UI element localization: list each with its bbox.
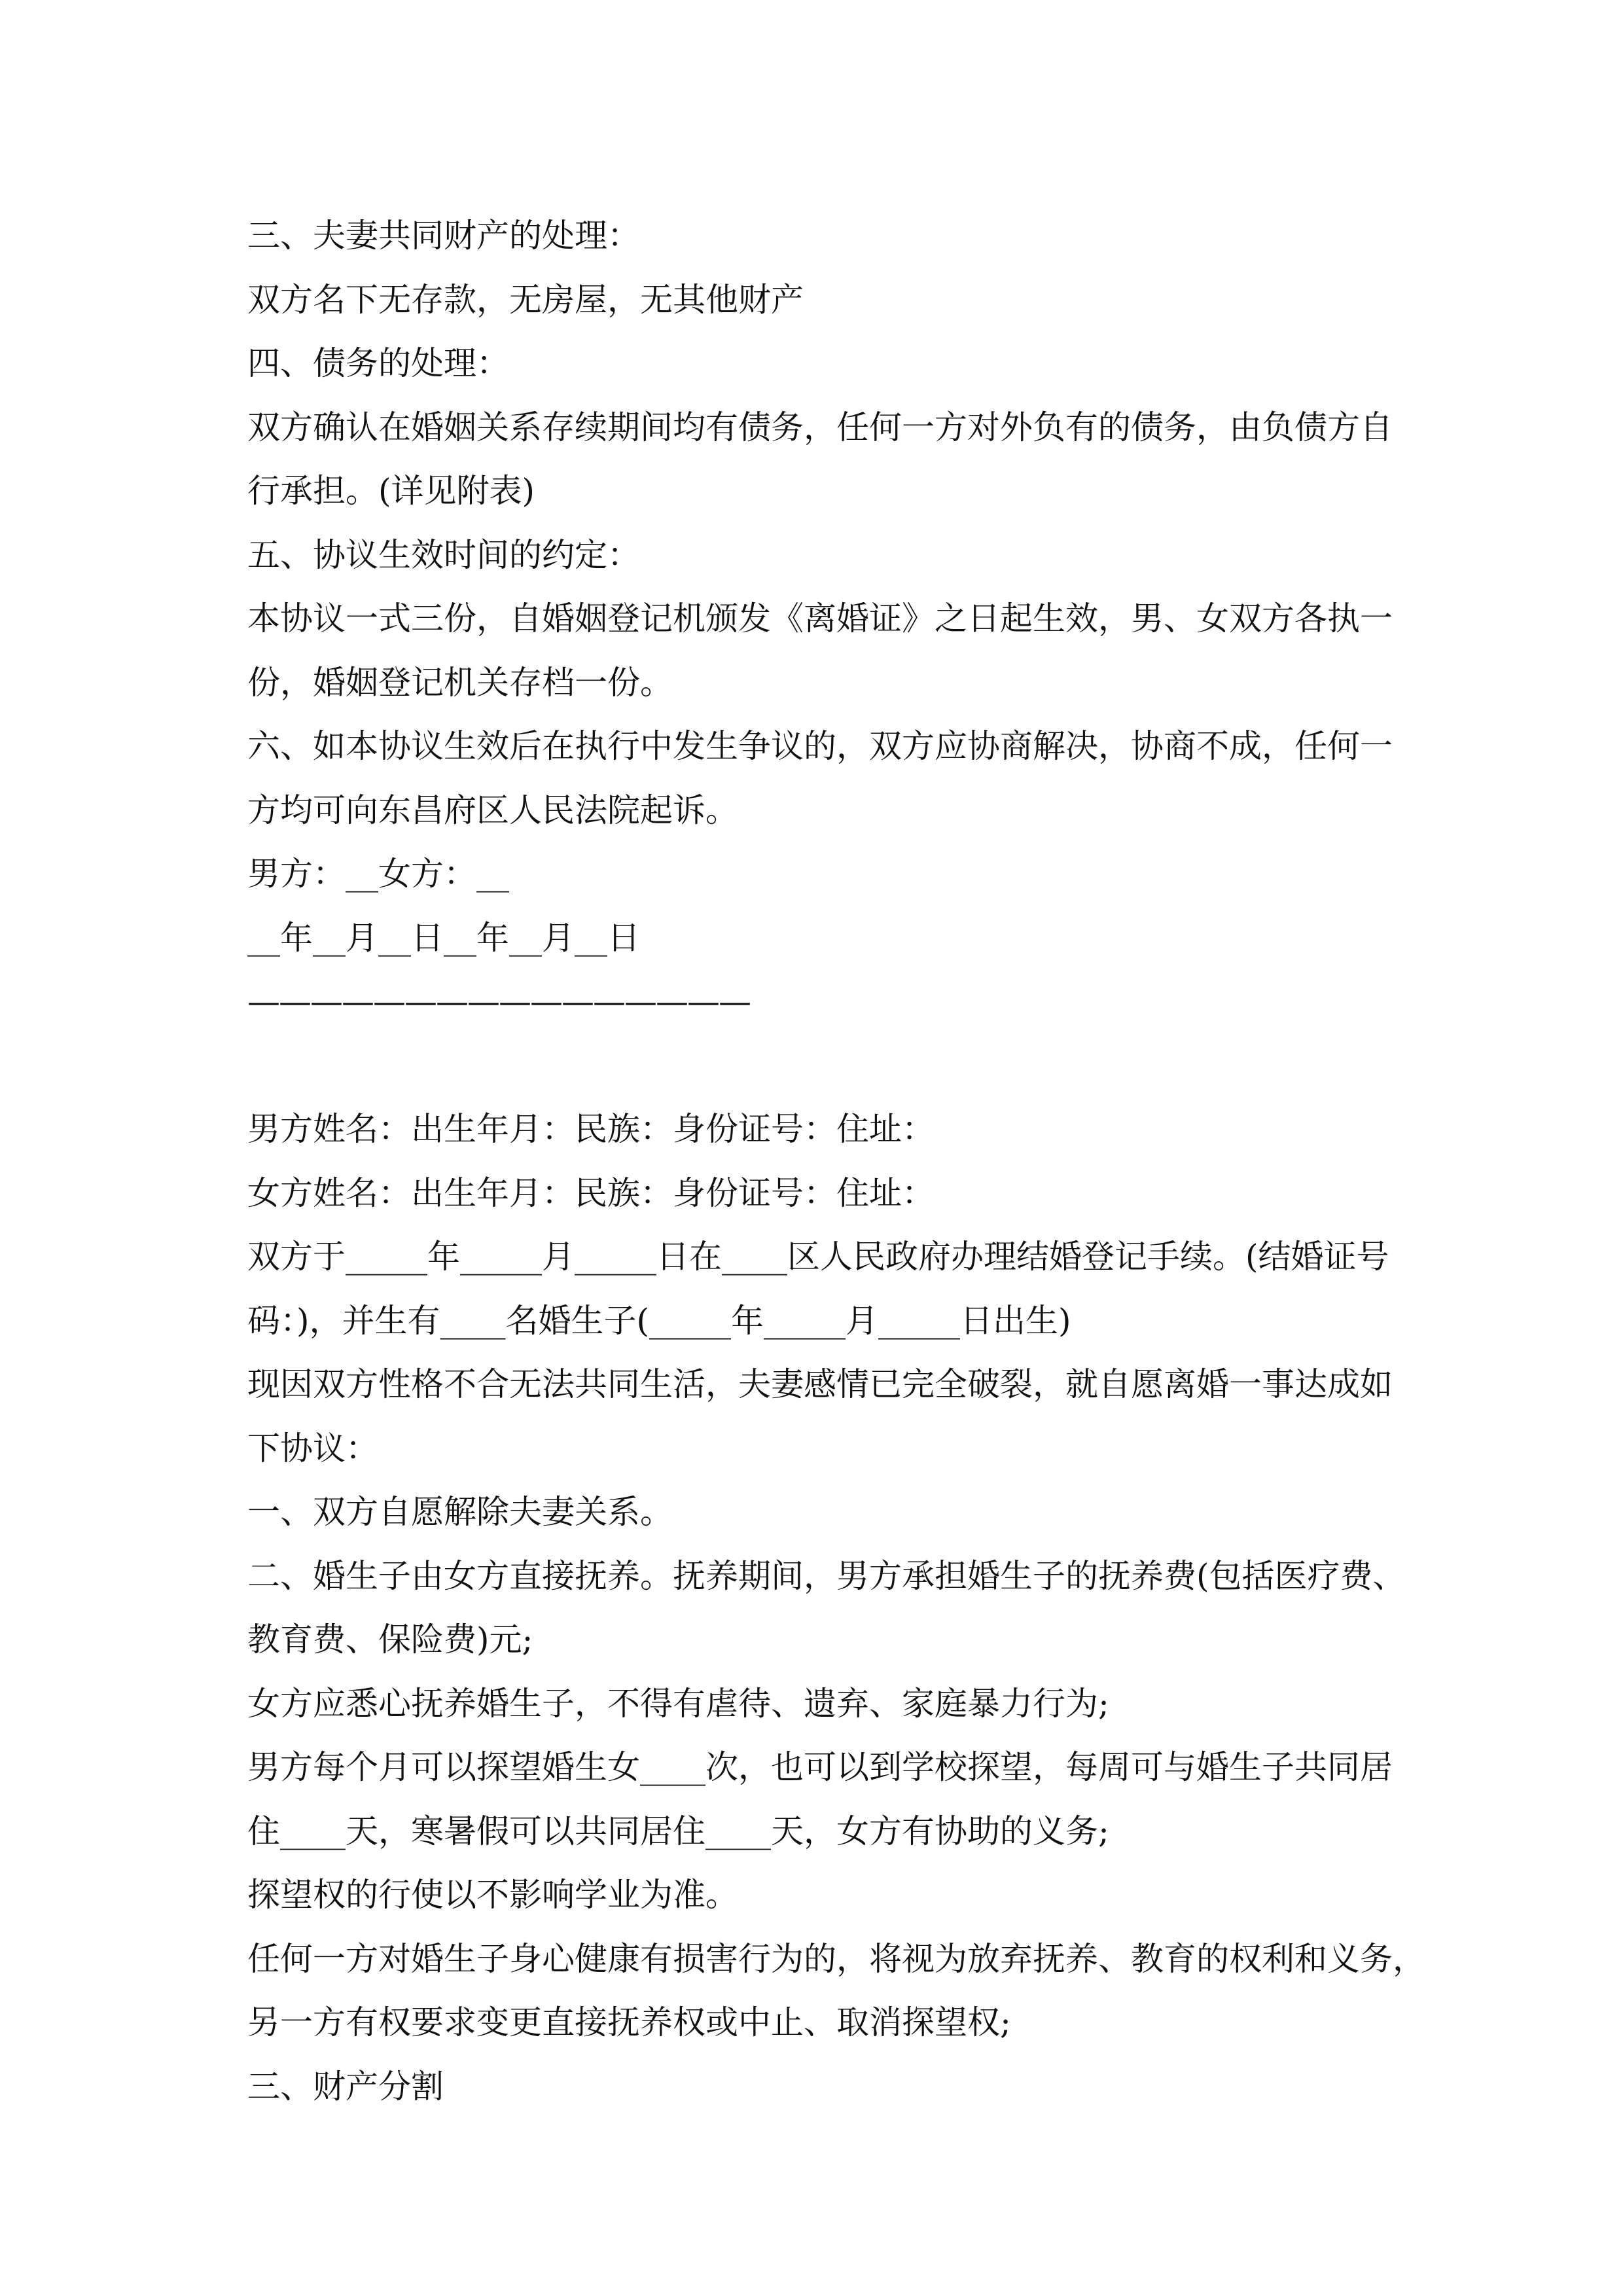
signature-line: 男方：__女方：__ bbox=[247, 855, 509, 893]
paragraph-line: 现因双方性格不合无法共同生活，夫妻感情已完全破裂，就自愿离婚一事达成如 bbox=[247, 1365, 1393, 1403]
document-page bbox=[247, 204, 1425, 2119]
clause-1: 一、双方自愿解除夫妻关系。 bbox=[247, 1493, 673, 1531]
paragraph-line: 双方确认在婚姻关系存续期间均有债务，任何一方对外负有的债务，由负债方自 bbox=[247, 408, 1393, 446]
paragraph-line: 另一方有权要求变更直接抚养权或中止、取消探望权; bbox=[247, 2003, 1011, 2041]
separator-rule: ———————————————— bbox=[247, 982, 750, 1020]
heading-debts: 四、债务的处理： bbox=[247, 344, 509, 382]
paragraph-line: 双方于_____年_____月_____日在____区人民政府办理结婚登记手续。(结婚证号 bbox=[247, 1238, 1389, 1276]
paragraph-line: 住____天，寒暑假可以共同居住____天，女方有协助的义务; bbox=[247, 1812, 1109, 1850]
female-party-info: 女方姓名：出生年月：民族：身份证号：住址： bbox=[247, 1174, 935, 1212]
paragraph-line: 方均可向东昌府区人民法院起诉。 bbox=[247, 791, 738, 829]
heading-effective-time: 五、协议生效时间的约定： bbox=[247, 535, 640, 574]
paragraph-line: 探望权的行使以不影响学业为准。 bbox=[247, 1876, 738, 1914]
paragraph-line: 本协议一式三份，自婚姻登记机颁发《离婚证》之日起生效，男、女双方各执一 bbox=[247, 600, 1393, 637]
paragraph-line: 教育费、保险费)元; bbox=[247, 1621, 533, 1659]
paragraph-line: 女方应悉心抚养婚生子，不得有虐待、遗弃、家庭暴力行为; bbox=[247, 1684, 1109, 1723]
clause-2: 二、婚生子由女方直接抚养。抚养期间，男方承担婚生子的抚养费(包括医疗费、 bbox=[247, 1556, 1406, 1595]
paragraph-line: 双方名下无存款，无房屋，无其他财产 bbox=[247, 280, 804, 319]
paragraph-line: 六、如本协议生效后在执行中发生争议的，双方应协商解决，协商不成，任何一 bbox=[247, 727, 1393, 765]
paragraph-line: 份，婚姻登记机关存档一份。 bbox=[247, 663, 673, 702]
date-line: __年__月__日__年__月__日 bbox=[247, 918, 640, 957]
heading-joint-property: 三、夫妻共同财产的处理： bbox=[247, 217, 640, 255]
paragraph-line: 下协议： bbox=[247, 1429, 378, 1467]
blank-line bbox=[247, 1034, 1380, 1098]
paragraph-line: 任何一方对婚生子身心健康有损害行为的，将视为放弃抚养、教育的权利和义务， bbox=[247, 1939, 1425, 1978]
paragraph-line: 行承担。(详见附表) bbox=[247, 472, 535, 510]
male-party-info: 男方姓名：出生年月：民族：身份证号：住址： bbox=[247, 1110, 935, 1148]
paragraph-line: 码：)，并生有____名婚生子(_____年_____月_____日出生) bbox=[247, 1301, 1071, 1340]
paragraph-line: 男方每个月可以探望婚生女____次，也可以到学校探望，每周可与婚生子共同居 bbox=[247, 1748, 1393, 1786]
heading-property-division: 三、财产分割 bbox=[247, 2067, 444, 2106]
